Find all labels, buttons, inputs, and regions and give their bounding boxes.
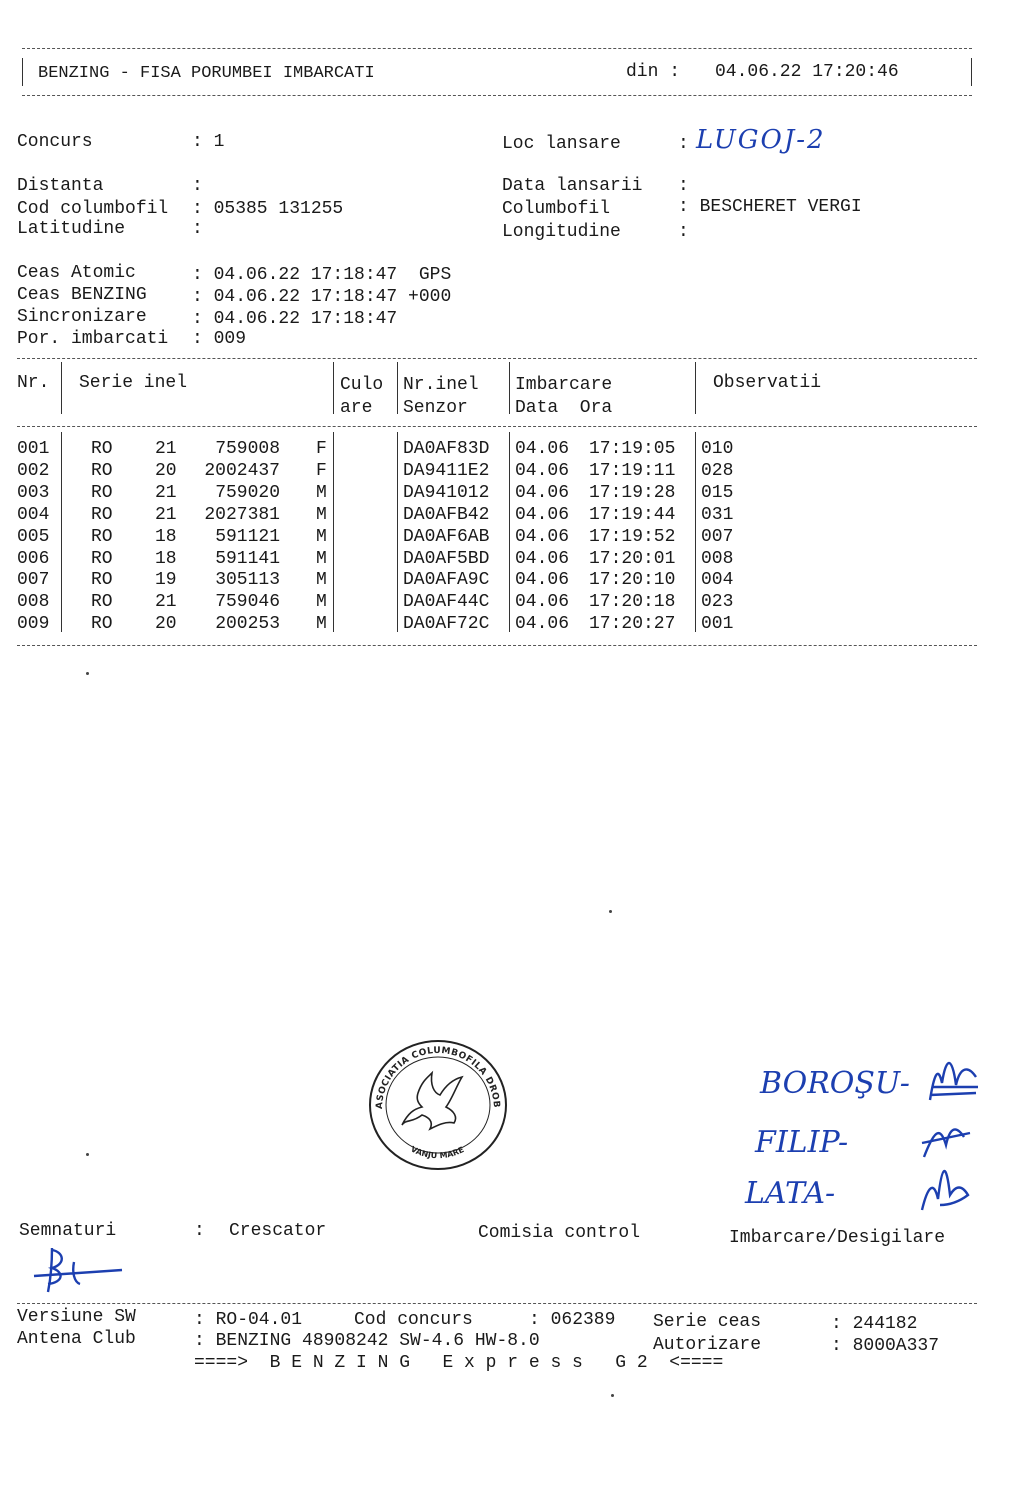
antena-club-value: : BENZING 48908242 SW-4.6 HW-8.0 (194, 1331, 540, 1351)
cell-sex: M (316, 526, 327, 547)
cell-senzor: DA0AFA9C (403, 570, 490, 591)
cell-obs: 023 (701, 592, 734, 613)
cell-an: 20 (155, 614, 177, 635)
handwritten-name-3: LATA- (745, 1176, 836, 1211)
cell-obs: 015 (701, 482, 734, 503)
cell-sex: F (316, 439, 327, 459)
stamp-seal (362, 1033, 514, 1173)
ceas-benzing-label: Ceas BENZING (17, 285, 147, 305)
cell-ora: 17:20:27 (589, 614, 676, 635)
handwritten-name-2: FILIP- (755, 1125, 849, 1160)
cell-data: 04.06 (515, 439, 570, 459)
speck (611, 1394, 614, 1397)
cell-an: 18 (155, 526, 177, 547)
col-header-culoare-1: Culo (340, 375, 384, 395)
cell-ora: 17:20:18 (589, 592, 676, 613)
cell-serie: 305113 (215, 570, 280, 591)
crescator-label: Crescator (229, 1221, 327, 1241)
autorizare-label: Autorizare (653, 1335, 762, 1355)
cell-tara: RO (91, 526, 113, 547)
col-header-imbarcare-1: Imbarcare (515, 375, 613, 395)
cell-data: 04.06 (515, 548, 570, 569)
cell-senzor: DA9411E2 (403, 460, 490, 481)
longitudine-value: : (678, 222, 689, 242)
cod-columbofil-value: : 05385 131255 (192, 199, 344, 219)
serie-ceas-value: : 244182 (831, 1314, 918, 1334)
cell-serie: 759020 (215, 482, 280, 503)
table-top-border (17, 358, 977, 359)
serie-ceas-label: Serie ceas (653, 1312, 762, 1332)
cell-data: 04.06 (515, 526, 570, 547)
col-sep (61, 362, 62, 414)
cell-nr: 005 (17, 526, 50, 547)
cell-obs: 010 (701, 439, 734, 459)
table-row (0, 483, 1024, 505)
cell-data: 04.06 (515, 614, 570, 635)
por-imbarcati-value: : 009 (192, 329, 247, 349)
table-row (0, 549, 1024, 571)
cell-nr: 002 (17, 460, 50, 481)
table-header-border (17, 426, 977, 427)
cell-senzor: DA941012 (403, 482, 490, 503)
cell-sex: M (316, 482, 327, 503)
loc-lansare-label: Loc lansare (502, 134, 621, 154)
cell-tara: RO (91, 548, 113, 569)
col-header-nrinel-1: Nr.inel (403, 375, 479, 395)
col-sep (695, 362, 696, 414)
crescator-signature (30, 1242, 130, 1298)
cell-tara: RO (91, 482, 113, 503)
cell-data: 04.06 (515, 504, 570, 525)
table-row (0, 505, 1024, 527)
svg-text:ASOCIATIA COLUMBOFILA DROBETA-: ASOCIATIA COLUMBOFILA DROB (374, 1045, 502, 1110)
cell-obs: 008 (701, 548, 734, 569)
cell-serie: 2027381 (204, 504, 280, 525)
cell-nr: 006 (17, 548, 50, 569)
concurs-value: : 1 (192, 132, 225, 152)
table-bottom-border (17, 645, 977, 646)
imbarcare-desigilare-label: Imbarcare/Desigilare (729, 1228, 946, 1248)
cell-tara: RO (91, 460, 113, 481)
cell-sex: M (316, 570, 327, 591)
concurs-label: Concurs (17, 132, 93, 152)
cell-ora: 17:19:05 (589, 439, 676, 459)
latitudine-value: : (192, 219, 203, 239)
document-title: BENZING - FISA PORUMBEI IMBARCATI (38, 64, 375, 83)
cell-tara: RO (91, 570, 113, 591)
cell-serie: 591121 (215, 526, 280, 547)
col-header-serie: Serie inel (79, 373, 188, 393)
sincronizare-value: : 04.06.22 17:18:47 (192, 309, 398, 329)
col-header-nr: Nr. (17, 373, 50, 393)
cell-ora: 17:19:44 (589, 504, 676, 525)
handwritten-signatures (920, 1045, 990, 1220)
cell-ora: 17:20:01 (589, 548, 676, 569)
table-row (0, 461, 1024, 483)
ceas-benzing-value: : 04.06.22 17:18:47 +000 (192, 287, 452, 307)
cell-an: 19 (155, 570, 177, 591)
footer-top-border (17, 1303, 977, 1304)
comisia-control-label: Comisia control (478, 1223, 641, 1243)
autorizare-value: : 8000A337 (831, 1336, 940, 1356)
cell-nr: 004 (17, 504, 50, 525)
col-header-nrinel-2: Senzor (403, 398, 468, 418)
versiune-sw-label: Versiune SW (17, 1307, 136, 1327)
col-sep (397, 362, 398, 414)
distanta-label: Distanta (17, 176, 104, 196)
date-value: 04.06.22 17:20:46 (715, 62, 899, 82)
col-header-imbarcare-2: Data Ora (515, 398, 613, 418)
cell-an: 18 (155, 548, 177, 569)
table-row (0, 614, 1024, 636)
ceas-atomic-label: Ceas Atomic (17, 263, 136, 283)
cod-columbofil-label: Cod columbofil (17, 199, 169, 219)
col-header-observatii: Observatii (713, 373, 822, 393)
cell-data: 04.06 (515, 482, 570, 503)
latitudine-label: Latitudine (17, 219, 126, 239)
cell-tara: RO (91, 504, 113, 525)
cell-senzor: DA0AFB42 (403, 504, 490, 525)
col-header-culoare-2: are (340, 398, 373, 418)
cell-serie: 591141 (215, 548, 280, 569)
cell-obs: 001 (701, 614, 734, 635)
cell-sex: M (316, 504, 327, 525)
cell-nr: 009 (17, 614, 50, 635)
cell-sex: M (316, 548, 327, 569)
cell-obs: 007 (701, 526, 734, 547)
table-row (0, 592, 1024, 614)
antena-club-label: Antena Club (17, 1329, 136, 1349)
cell-serie: 200253 (215, 614, 280, 635)
speck (609, 910, 612, 913)
table-row (0, 527, 1024, 549)
association-stamp (362, 1033, 514, 1173)
cell-tara: RO (91, 592, 113, 613)
cell-serie: 2002437 (204, 460, 280, 481)
cell-senzor: DA0AF72C (403, 614, 490, 635)
cell-obs: 004 (701, 570, 734, 591)
cell-nr: 003 (17, 482, 50, 503)
table-row (0, 439, 1024, 461)
cell-data: 04.06 (515, 570, 570, 591)
cell-nr: 008 (17, 592, 50, 613)
header-right-border (971, 58, 972, 86)
loc-lansare-sep: : (678, 134, 689, 154)
cell-an: 21 (155, 504, 177, 525)
cell-an: 20 (155, 460, 177, 481)
cell-sex: F (316, 460, 327, 481)
data-lansarii-label: Data lansarii (502, 176, 643, 196)
cod-concurs-label: Cod concurs (354, 1310, 473, 1330)
cell-data: 04.06 (515, 460, 570, 481)
cell-senzor: DA0AF44C (403, 592, 490, 613)
cell-an: 21 (155, 482, 177, 503)
columbofil-label: Columbofil (502, 199, 611, 219)
cell-sex: M (316, 614, 327, 635)
cell-serie: 759046 (215, 592, 280, 613)
cell-an: 21 (155, 592, 177, 613)
semnaturi-label: Semnaturi (19, 1221, 117, 1241)
header-top-border (22, 48, 972, 49)
sincronizare-label: Sincronizare (17, 307, 147, 327)
speck (86, 672, 89, 675)
columbofil-value: : BESCHERET VERGI (678, 197, 862, 217)
cod-concurs-value: : 062389 (529, 1310, 616, 1330)
cell-an: 21 (155, 439, 177, 459)
cell-obs: 028 (701, 460, 734, 481)
loc-lansare-handwritten: LUGOJ-2 (696, 125, 826, 155)
data-lansarii-value: : (678, 176, 689, 196)
cell-ora: 17:19:11 (589, 460, 676, 481)
cell-obs: 031 (701, 504, 734, 525)
header-left-border (22, 58, 23, 86)
svg-text:VANJU MARE: VANJU MARE (409, 1144, 466, 1161)
speck (86, 1153, 89, 1156)
cell-ora: 17:20:10 (589, 570, 676, 591)
cell-data: 04.06 (515, 592, 570, 613)
cell-ora: 17:19:28 (589, 482, 676, 503)
benzing-express-banner: ====> B E N Z I N G E x p r e s s G 2 <==== (194, 1353, 724, 1373)
cell-nr: 007 (17, 570, 50, 591)
versiune-sw-value: : RO-04.01 (194, 1310, 303, 1330)
por-imbarcati-label: Por. imbarcati (17, 329, 169, 349)
col-sep (509, 362, 510, 414)
cell-nr: 001 (17, 439, 50, 459)
distanta-value: : (192, 176, 203, 196)
cell-senzor: DA0AF5BD (403, 548, 490, 569)
table-row (0, 570, 1024, 592)
handwritten-name-1: BOROŞU- (760, 1066, 910, 1101)
date-label: din : (626, 62, 681, 82)
cell-serie: 759008 (215, 439, 280, 459)
cell-tara: RO (91, 614, 113, 635)
header-bottom-border (22, 95, 972, 96)
semnaturi-sep: : (194, 1221, 205, 1241)
cell-sex: M (316, 592, 327, 613)
longitudine-label: Longitudine (502, 222, 621, 242)
ceas-atomic-value: : 04.06.22 17:18:47 GPS (192, 265, 452, 285)
cell-senzor: DA0AF83D (403, 439, 490, 459)
col-sep (333, 362, 334, 414)
cell-ora: 17:19:52 (589, 526, 676, 547)
cell-tara: RO (91, 439, 113, 459)
cell-senzor: DA0AF6AB (403, 526, 490, 547)
